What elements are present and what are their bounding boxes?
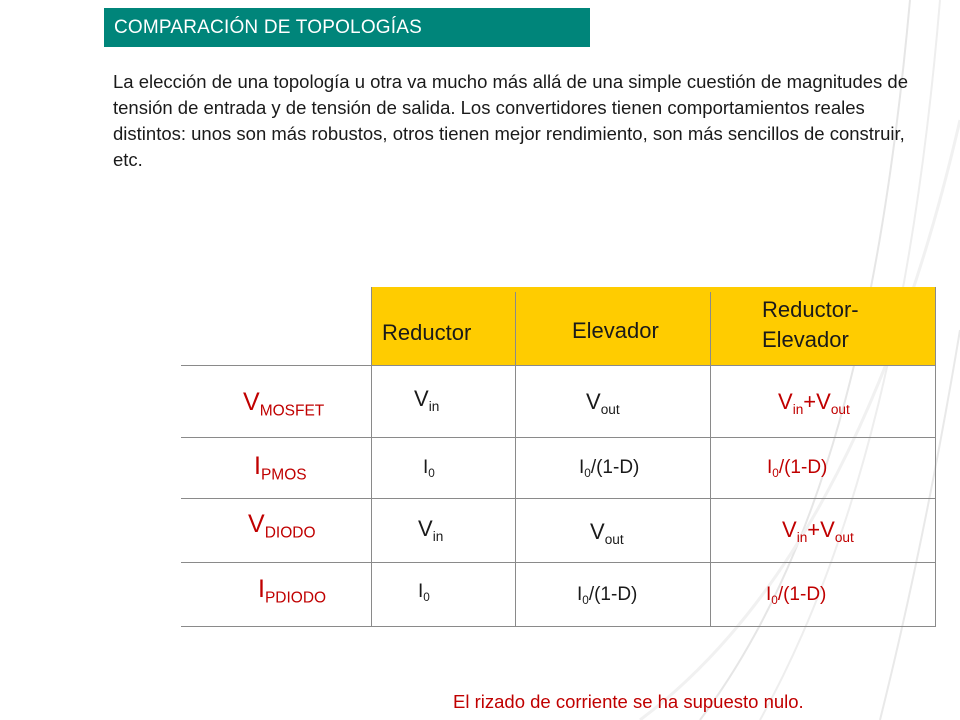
- cell-reductor-elevador-vmosfet: $V_{in}+V_{out}$: [778, 389, 850, 417]
- row-divider: [181, 562, 936, 563]
- row-label-vdiodo: $V_{DIODO}$: [248, 510, 316, 542]
- header-reductor: Reductor: [382, 320, 472, 345]
- cell-elevador-ipdiodo: $I_0/(1-D)$: [577, 584, 638, 608]
- row-divider: [181, 437, 936, 438]
- column-divider: [935, 287, 936, 626]
- cell-reductor-elevador-vdiodo: $V_{in}+V_{out}$: [782, 517, 854, 545]
- cell-reductor-ipmos: $I_0$: [423, 457, 435, 481]
- cell-elevador-vmosfet: $V_{out}$: [586, 389, 620, 417]
- header-elevador: Elevador: [572, 318, 659, 343]
- column-divider: [371, 287, 372, 626]
- cell-elevador-vdiodo: $V_{out}$: [590, 519, 624, 547]
- row-label-vmosfet: $V_{MOSFET}$: [243, 388, 325, 420]
- cell-reductor-elevador-ipdiodo: $I_0/(1-D)$: [766, 584, 827, 608]
- column-divider: [515, 292, 516, 626]
- cell-reductor-elevador-ipmos: $I_0/(1-D)$: [767, 457, 828, 481]
- row-label-ipmos: $I_{PMOS}$: [254, 452, 307, 484]
- row-divider: [181, 626, 936, 627]
- header-reductor-elevador-line2: Elevador: [762, 327, 849, 352]
- row-divider: [181, 498, 936, 499]
- cell-reductor-vmosfet: $V_{in}$: [414, 386, 440, 414]
- intro-paragraph: La elección de una topología u otra va mucho más allá de una simple cuestión de magnitudes de tensión de entrada y de tensión de salida. Los convertidores tienen comportamientos reales distintos: unos son más robustos, otros tienen mejor rendimiento, son más sencillos de construir, etc.: [113, 71, 908, 170]
- cell-reductor-ipdiodo: $I_0$: [418, 581, 430, 605]
- header-reductor-elevador-line1: Reductor-: [762, 297, 859, 322]
- cell-reductor-vdiodo: $V_{in}$: [418, 516, 444, 544]
- footer-note: El rizado de corriente se ha supuesto nulo.: [453, 691, 804, 712]
- cell-elevador-ipmos: $I_0/(1-D)$: [579, 457, 640, 481]
- column-divider: [710, 292, 711, 626]
- slide-title: COMPARACIÓN DE TOPOLOGÍAS: [104, 8, 590, 47]
- row-divider: [181, 365, 936, 366]
- row-label-ipdiodo: $I_{PDIODO}$: [258, 575, 327, 607]
